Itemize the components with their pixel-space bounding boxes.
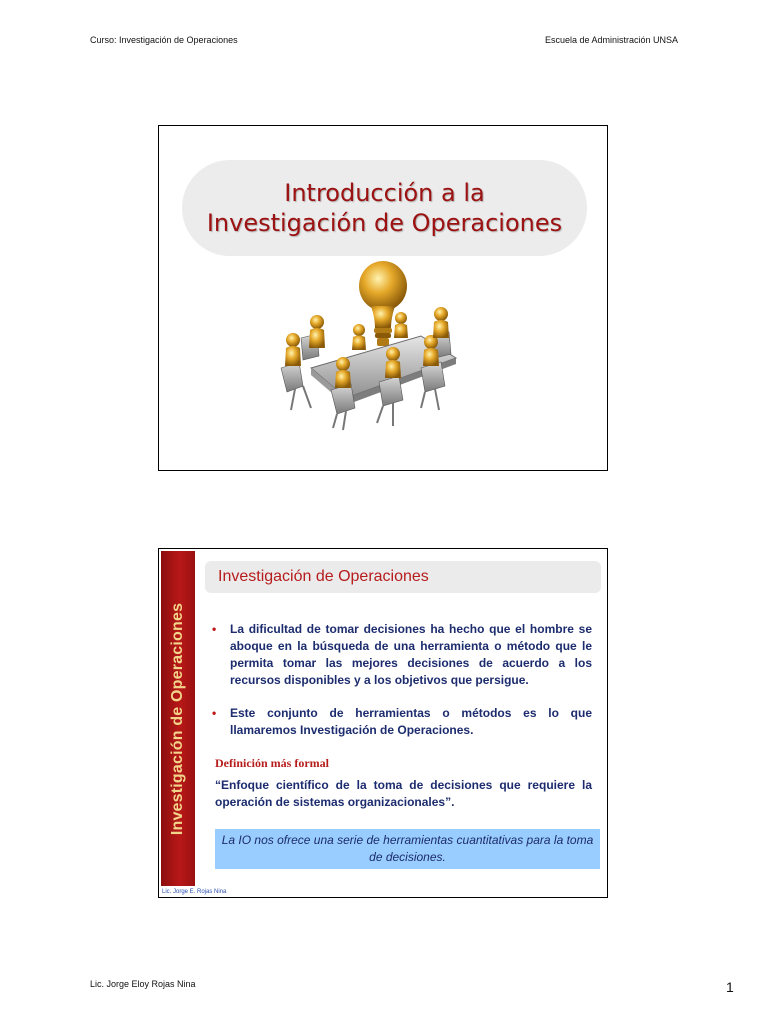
slide-2-title-bar	[205, 561, 601, 593]
page-header-course: Curso: Investigación de Operaciones	[90, 35, 238, 45]
definition-quote: “Enfoque científico de la toma de decisiones que requiere la operación de sistemas organizacionales”.	[215, 778, 592, 809]
page-header-school: Escuela de Administración UNSA	[545, 35, 679, 45]
slide-2-title: Investigación de Operaciones	[218, 568, 429, 585]
bullet-icon: •	[212, 706, 217, 720]
page-footer-author: Lic. Jorge Eloy Rojas Nina	[90, 979, 196, 989]
slide-2-side-bar	[161, 551, 195, 886]
bullet-item	[212, 621, 592, 689]
summary-note-box	[215, 829, 600, 869]
bullet-text: La dificultad de tomar decisiones ha hecho que el hombre se aboque en la búsqueda de una herramienta o método que le permita tomar las mejores decisiones de acuerdo a los recursos disponibles y a los objetivos que persigue.	[230, 622, 592, 687]
slide-2-bullet-list	[212, 621, 592, 755]
bullet-item	[212, 705, 592, 739]
slide-1	[158, 125, 608, 471]
slide-2	[158, 548, 608, 898]
page-number: 1	[726, 979, 734, 995]
definition-label: Definición más formal	[215, 756, 329, 770]
bullet-icon: •	[212, 622, 217, 636]
slide-2-author-footer: Lic. Jorge E. Rojas Nina	[162, 889, 227, 895]
summary-note-text: La IO nos ofrece una serie de herramientas cuantitativas para la toma de decisiones.	[221, 833, 594, 864]
lightbulb-meeting-illustration	[271, 258, 471, 433]
slide-1-title-line-2: Investigación de Operaciones	[206, 209, 563, 237]
bullet-text: Este conjunto de herramientas o métodos es lo que llamaremos Investigación de Operaciones.	[230, 706, 592, 737]
slide-2-side-label: Investigación de Operaciones	[169, 602, 186, 836]
slide-1-title-line-1: Introducción a la	[284, 179, 485, 207]
slide-1-title-banner	[182, 160, 587, 256]
